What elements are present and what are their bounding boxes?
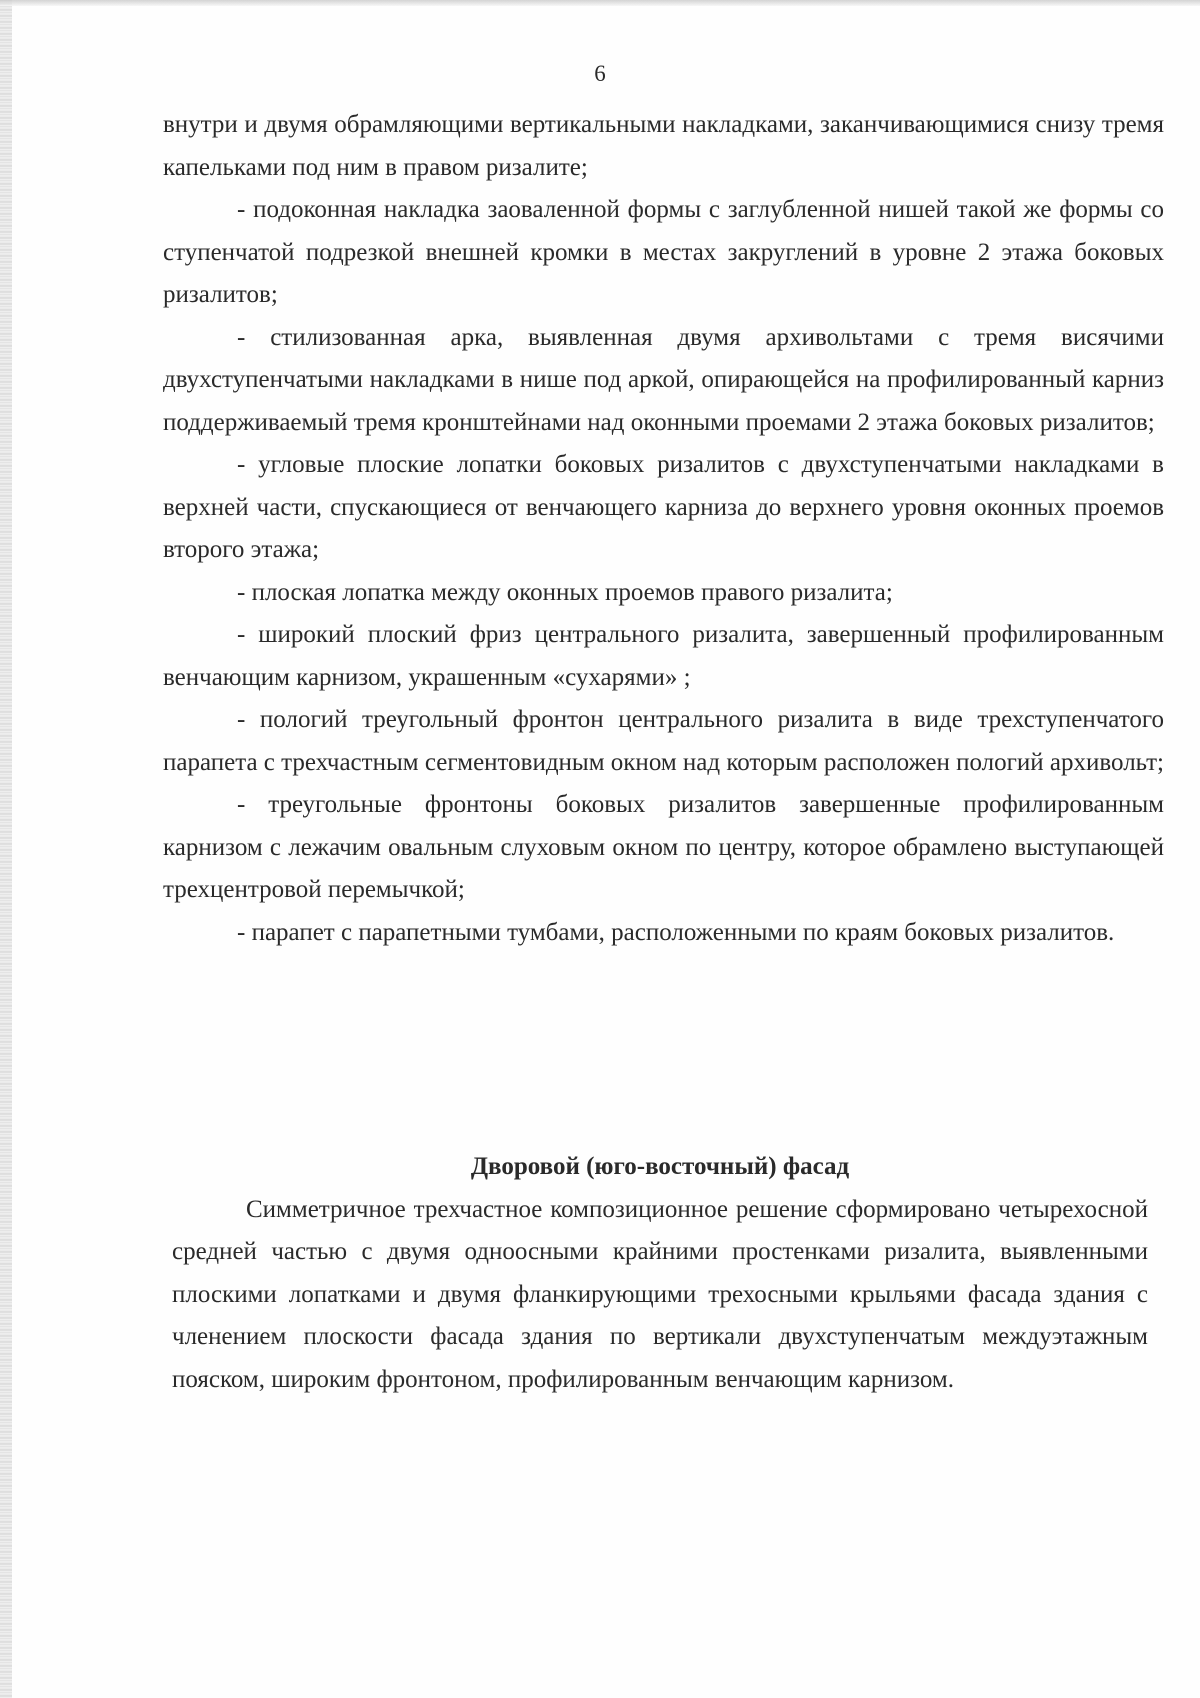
paragraph-frieze: - широкий плоский фриз центрального ризалита, завершенный профилированным венчающим карнизом, украшенным «сухарями» ;	[163, 621, 1164, 691]
section-paragraph: Симметричное трехчастное композиционное решение сформировано четырехосной средней частью с двумя одноосными крайними простенками ризалита, выявленными плоскими лопатками и двумя фланкирующими трехосными крыльями фасада здания с членением плоскости фасада здания по вертикали двухступенчатым междуэтажным пояском, широким фронтоном, профилированным венчающим карнизом.	[172, 1195, 1148, 1393]
scan-edge-top	[0, 0, 1200, 6]
paragraph-stylized-arch: - стилизованная арка, выявленная двумя архивольтами с тремя висячими двухступенчатыми накладками в нише под аркой, опирающейся на профилированный карниз поддерживаемый тремя кронштейнами над оконными проемами 2 этажа боковых ризалитов;	[163, 323, 1164, 436]
paragraph-parapet: - парапет с парапетными тумбами, расположенными по краям боковых ризалитов.	[237, 918, 1115, 946]
paragraph-central-pediment: - пологий треугольный фронтон центрального ризалита в виде трехступенчатого парапета с трехчастным сегментовидным окном над которым расположен пологий архивольт;	[163, 706, 1164, 776]
courtyard-facade-section	[172, 1146, 1148, 1401]
paragraph-side-pediments: - треугольные фронтоны боковых ризалитов завершенные профилированным карнизом с лежачим овальным слуховым окном по центру, которое обрамлено выступающей трехцентровой перемычкой;	[163, 791, 1164, 903]
paragraph-window-sill-overlay: - подоконная накладка заоваленной формы с заглубленной нишей такой же формы со ступенчатой подрезкой внешней кромки в местах закруглений в уровне 2 этажа боковых ризалитов;	[163, 196, 1164, 308]
scan-edge-left	[0, 0, 12, 1698]
paragraph-corner-pilasters: - угловые плоские лопатки боковых ризалитов с двухступенчатыми накладками в верхней части, спускающиеся от венчающего карниза до верхнего уровня оконных проемов второго этажа;	[163, 451, 1164, 563]
section-title: Дворовой (юго-восточный) фасад	[470, 1153, 850, 1180]
body-text	[163, 104, 1164, 954]
page-number: 6	[594, 61, 606, 86]
paragraph-continuation: внутри и двумя обрамляющими вертикальными накладками, заканчивающимися снизу тремя капельками под ним в правом ризалите;	[163, 111, 1164, 181]
paragraph-flat-pilaster: - плоская лопатка между оконных проемов правого ризалита;	[237, 578, 893, 606]
